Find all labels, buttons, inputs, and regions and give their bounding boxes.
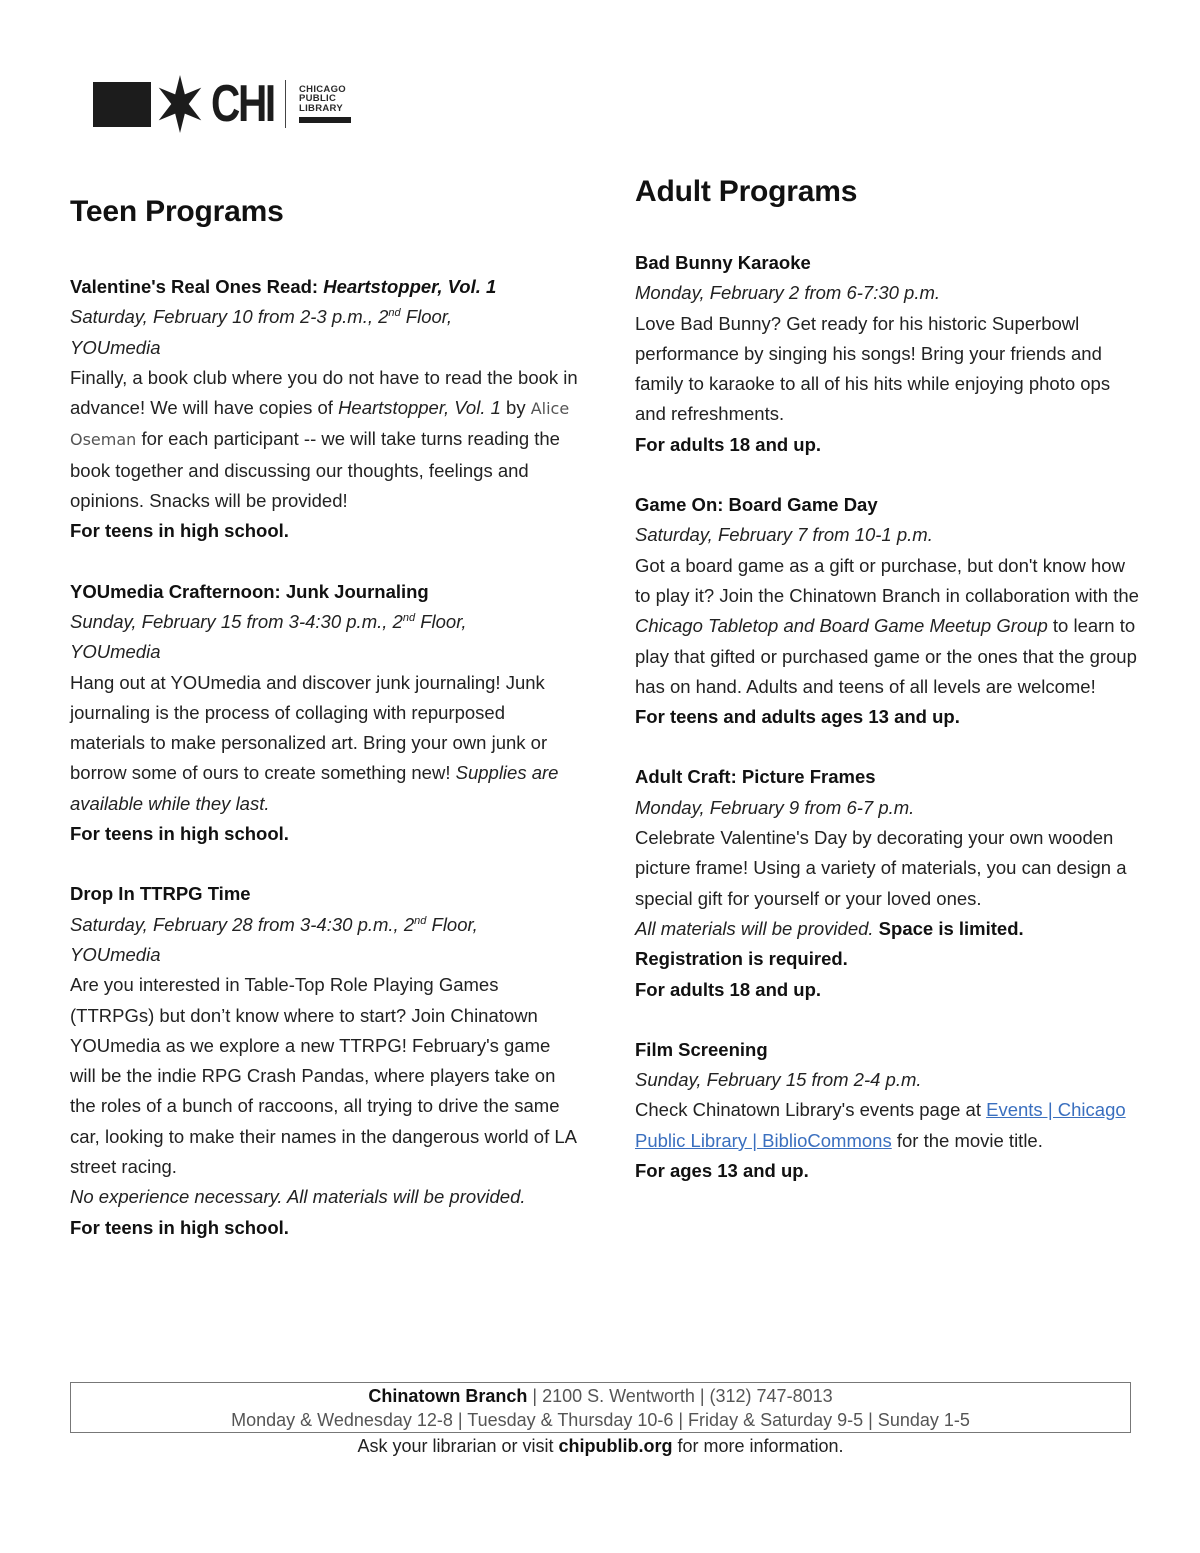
description-text: Check Chinatown Library's events page at [635,1099,987,1121]
partner-group-name: Chicago Tabletop and Board Game Meetup Group [635,615,1048,637]
program-date-text: Saturday, February 28 from 3-4:30 p.m., 2 [70,913,415,935]
program-date: Monday, February 2 from 6-7:30 p.m. [635,282,941,304]
program-date: Monday, February 9 from 6-7 p.m. [635,796,915,818]
description-text: by [500,397,531,419]
description-text: for each participant -- we will take turns reading the book together and discussing our thoughts, feelings and opinions. Snacks will be provided! [70,428,560,512]
program-title: Adult Craft: Picture Frames [635,766,876,788]
program-date: Saturday, February 7 from 10-1 p.m. [635,524,933,546]
program-audience: For teens in high school. [70,1216,289,1238]
program-entry [635,248,1145,460]
program-description [635,1095,1145,1156]
branch-address-line [71,1384,1130,1408]
program-entry [70,272,580,547]
program-description: Celebrate Valentine's Day by decorating your own wooden picture frame! Using a variety of materials, you can design a special gift for yourself or your loved ones. [635,827,1127,909]
program-date-text: Saturday, February 10 from 2-3 p.m., 2 [70,306,389,328]
program-audience: For teens in high school. [70,520,289,542]
program-title: Drop In TTRPG Time [70,883,251,905]
author-name: Alice Oseman [70,399,570,450]
logo-wordmark-line: PUBLIC [299,93,337,105]
events-page-link[interactable]: Events | Chicago Public Library | BiblioCommons [635,1099,1126,1151]
program-entry [635,1035,1145,1186]
program-date: Sunday, February 15 from 2-4 p.m. [635,1069,922,1091]
program-location: YOUmedia [70,641,161,663]
program-note: No experience necessary. All materials will be provided. [70,1186,526,1208]
program-entry [70,577,580,850]
description-text: Hang out at YOUmedia and discover junk journaling! Junk journaling is the process of collaging with repurposed materials to make personalized art. Bring your own junk or borrow some of ours to create something new! [70,671,548,784]
program-description [70,363,580,516]
program-audience: For adults 18 and up. [635,978,822,1000]
program-audience: For ages 13 and up. [635,1160,809,1182]
description-text: Finally, a book club where you do not have to read the book in advance! We will have copies of [70,366,578,419]
program-title-book: Heartstopper, Vol. 1 [323,276,497,297]
program-description [70,668,580,819]
program-audience: For teens in high school. [70,823,289,845]
logo-chi-mark: CHI [211,75,274,133]
program-description [635,551,1145,702]
ordinal-suffix: nd [414,914,427,927]
program-location: YOUmedia [70,336,161,358]
program-date [70,302,580,332]
logo-wordmark-line: CHICAGO [299,83,346,95]
program-title [70,272,580,302]
footer-note-text: Ask your librarian or visit [357,1436,559,1456]
program-entry [635,762,1145,1004]
program-title: Film Screening [635,1038,768,1060]
footer-note-text: for more information. [672,1436,844,1456]
description-text: Got a board game as a gift or purchase, but don't know how to play it? Join the Chinatown Branch in collaboration with the [635,554,1139,606]
program-title-text: Valentine's Real Ones Read: [70,276,324,297]
program-date [70,910,580,940]
program-audience: For teens and adults ages 13 and up. [635,706,960,728]
space-limited-note: Space is limited. [873,917,1024,939]
footer-note [70,1434,1131,1458]
ordinal-suffix: nd [402,611,416,624]
program-description: Love Bad Bunny? Get ready for his historic Superbowl performance by singing his songs! Bring your friends and family to karaoke to all of his hits while enjoying photo ops and refreshments. [635,312,1111,425]
branch-name: Chinatown Branch [368,1386,528,1406]
registration-required: Registration is required. [635,948,848,970]
adult-programs-column [635,170,1145,1216]
logo-divider [285,80,286,128]
program-location: YOUmedia [70,943,161,965]
logo-underline-bar [299,117,351,123]
program-date-floor: Floor, [415,610,467,632]
program-description: Are you interested in Table-Top Role Playing Games (TTRPGs) but don’t know where to start? Join Chinatown YOUmedia as we explore a new TTRPG! February's game will be the indie RPG Crash Pandas, where players take on the roles of a bunch of raccoons, all trying to drive the same car, looking to make their names in the dangerous world of LA street racing. [70,974,576,1178]
description-book-title: Heartstopper, Vol. 1 [338,397,501,419]
program-entry [70,879,580,1243]
materials-note: All materials will be provided. [635,917,874,939]
program-date-floor: Floor, [426,913,478,935]
description-text: for the movie title. [891,1129,1043,1151]
chicago-public-library-logo [93,73,351,135]
program-audience: For adults 18 and up. [635,433,822,455]
branch-address-phone: | 2100 S. Wentworth | (312) 747-8013 [527,1386,833,1406]
program-date-text: Sunday, February 15 from 3-4:30 p.m., 2 [70,610,403,632]
program-note [635,914,1145,944]
ordinal-suffix: nd [388,307,401,320]
logo-wordmark [299,85,351,124]
branch-hours: Monday & Wednesday 12-8 | Tuesday & Thursday 10-6 | Friday & Saturday 9-5 | Sunday 1-5 [231,1410,970,1430]
program-date-floor: Floor, [400,306,453,328]
teen-programs-heading: Teen Programs [70,195,284,228]
description-note: Supplies are available while they last. [70,762,559,814]
six-point-star-icon [151,73,209,135]
program-title: Game On: Board Game Day [635,494,878,516]
branch-info-box [70,1382,1131,1433]
program-date [70,607,580,637]
description-text: to learn to play that gifted or purchased game or the ones that the group has on hand. Adults and teens of all levels are welcome! [635,615,1137,697]
teen-programs-column [70,190,580,1273]
logo-wordmark-line: LIBRARY [299,102,343,114]
square-block-icon [93,82,151,127]
website-link[interactable]: chipublib.org [558,1436,673,1456]
program-title: YOUmedia Crafternoon: Junk Journaling [70,580,429,602]
program-title: Bad Bunny Karaoke [635,252,811,273]
adult-programs-heading: Adult Programs [635,175,858,208]
program-entry [635,490,1145,732]
